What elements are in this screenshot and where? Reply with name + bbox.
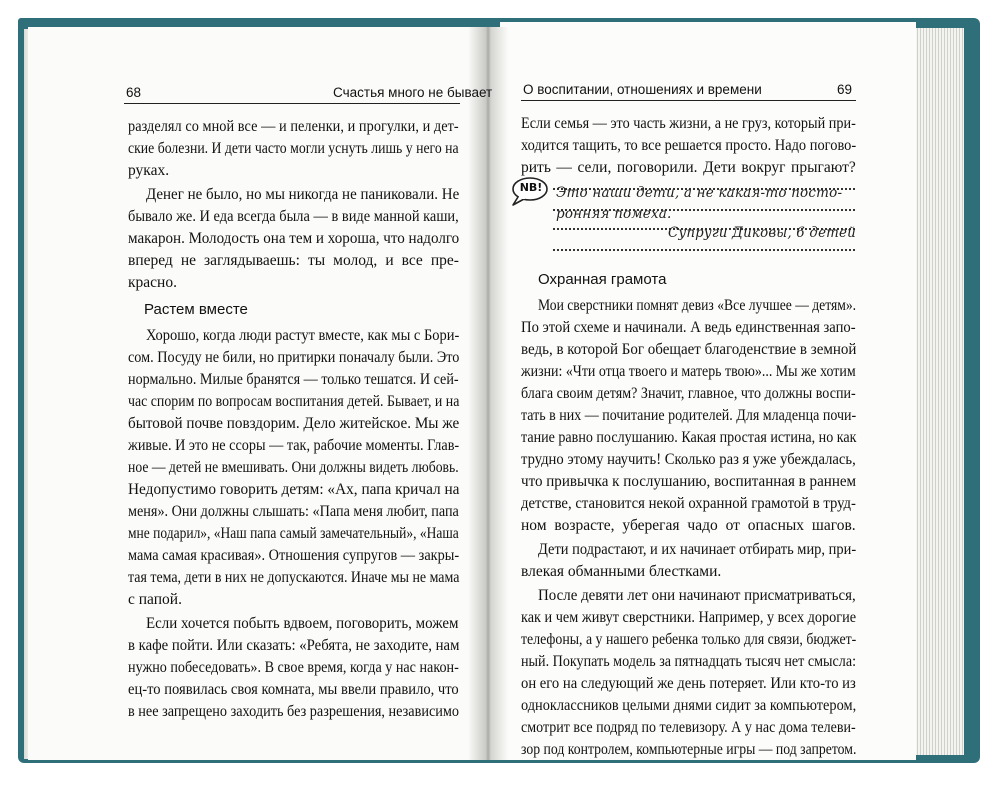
text-line: час спорим по вопросам воспитания детей. Бывает, и на: [128, 393, 460, 410]
text-line: с папой.: [128, 591, 182, 608]
right-page-number: 69: [837, 82, 853, 97]
text-line: ведь, в которой Бог обещает благоденствие в земной: [521, 341, 857, 358]
text-line: сом. Посуду не били, но притирки поначалу были. Это: [128, 349, 460, 366]
text-line: ный. Покупать модель за пятнадцать тысяч нет смысла:: [521, 653, 857, 670]
text-line: рить — сели, поговорили. Дети вокруг прыгают?: [521, 159, 856, 176]
text-line: он его на следующий же день потеряет. Или кто-то из: [521, 675, 856, 692]
text-line: ходится тащить, то все решается просто. Надо погово-: [521, 137, 857, 154]
text-line: телефоны, а у нашего ребенка только для связи, бюджет-: [521, 631, 857, 648]
text-line: вперед не заглядываешь: ты молод, и все пре-: [128, 252, 459, 269]
text-line: в кафе пойти. Или сказать: «Ребята, не заходите, нам: [128, 637, 460, 654]
right-section-heading: Охранная грамота: [538, 271, 667, 288]
text-line: блага своим детям? Значит, главное, что должны воспи-: [521, 385, 856, 402]
text-line: разделял со мной все — и пеленки, и прогулки, и дет-: [128, 118, 459, 135]
text-line: влекая обманными блестками.: [521, 563, 722, 580]
text-line: зор под контролем, компьютерные игры — под запретом.: [521, 741, 857, 758]
note-line: Это наши дети, а не какая-то посто-: [556, 185, 843, 201]
text-line: ном возрасте, уберегая чадо от опасных шагов.: [521, 517, 856, 534]
text-line: в нее запрещено заходить без разрешения, независимо: [128, 703, 460, 720]
text-line: как и чем живут сверстники. Например, у всех дорогие: [521, 609, 857, 626]
text-line: руках.: [128, 162, 170, 179]
text-line: После девяти лет они начинают присматриваться,: [538, 587, 856, 604]
book-gutter: [468, 27, 508, 760]
right-header-rule: [521, 100, 856, 101]
text-line: бывало же. И еда всегда была — в виде манной каши,: [128, 208, 459, 225]
page-stack-edges: [912, 28, 964, 755]
note-line: ронняя помеха.: [556, 206, 672, 222]
text-line: трудно этому научить! Сколько раз я уже убеждалась,: [521, 451, 856, 468]
text-line: Денег не было, но мы никогда не паниковали. Не: [146, 186, 460, 203]
text-line: ские болезни. И дети часто могли уснуть лишь у него на: [128, 140, 459, 157]
left-section-heading: Растем вместе: [144, 301, 248, 318]
text-line: тание равно послушанию. Какая простая истина, но как: [521, 429, 857, 446]
text-line: Хорошо, когда люди растут вместе, как мы с Бори-: [146, 327, 460, 344]
left-page-number: 68: [126, 85, 142, 100]
nb-badge-label: NB!: [519, 181, 543, 194]
text-line: По этой схеме и начинали. А ведь единственная запо-: [521, 319, 856, 336]
text-line: нормально. Милые бранятся — только тешатся. И сей-: [128, 371, 459, 388]
text-line: меня». Они должны слышать: «Папа меня любит, папа: [128, 503, 459, 520]
text-line: детстве, становится некой охранной грамотой в труд-: [521, 495, 856, 512]
text-line: Если хочется побыть вдвоем, поговорить, можем: [146, 615, 459, 632]
text-line: красно.: [128, 274, 177, 291]
text-line: мне подарил», «Наш папа самый замечательный», «Наша: [128, 525, 459, 542]
right-running-title: О воспитании, отношениях и времени: [523, 82, 762, 97]
note-bottom-divider: [553, 249, 855, 251]
text-line: одноклассников целыми днями сидит за компьютером,: [521, 697, 857, 714]
left-running-title: Счастья много не бывает: [333, 85, 493, 100]
left-header-rule: [124, 103, 460, 104]
note-author: Супруги Диковы, 6 детей: [668, 225, 856, 241]
text-line: нужно побеседовать». В свое время, когда у нас након-: [128, 659, 459, 676]
text-line: ное — детей не вмешивать. Они должны видеть любовь.: [128, 459, 459, 476]
text-line: Мои сверстники помнят девиз «Все лучшее — детям».: [538, 297, 857, 314]
text-line: бытовой почве повздорим. Дело житейское. Мы же: [128, 415, 460, 432]
text-line: Если семья — это часть жизни, а не груз, который при-: [521, 115, 856, 132]
text-line: мама самая красивая». Отношения супругов — закры-: [128, 547, 460, 564]
text-line: смотрит все подряд по телевизору. А у нас дома телеви-: [521, 719, 856, 736]
text-line: ец-то появилась своя комната, мы ввели правило, что: [128, 681, 459, 698]
text-line: макарон. Молодость она тем и хороша, что надолго: [128, 230, 460, 247]
text-line: жизни: «Чти отца твоего и матерь твою»... Мы же хотим: [521, 363, 856, 380]
text-line: живые. И это не ссоры — так, рабочие моменты. Глав-: [128, 437, 460, 454]
text-line: Недопустимо говорить детям: «Ах, папа кричал на: [128, 481, 460, 498]
text-line: что привычка к послушанию, воспитанная в раннем: [521, 473, 857, 490]
text-line: Дети подрастают, и их начинает отбирать мир, при-: [538, 541, 857, 558]
text-line: тать в них — почитание родителей. Для младенца почи-: [521, 407, 857, 424]
text-line: тая тема, дети в них не допускаются. Иначе мы не мама: [128, 569, 460, 586]
